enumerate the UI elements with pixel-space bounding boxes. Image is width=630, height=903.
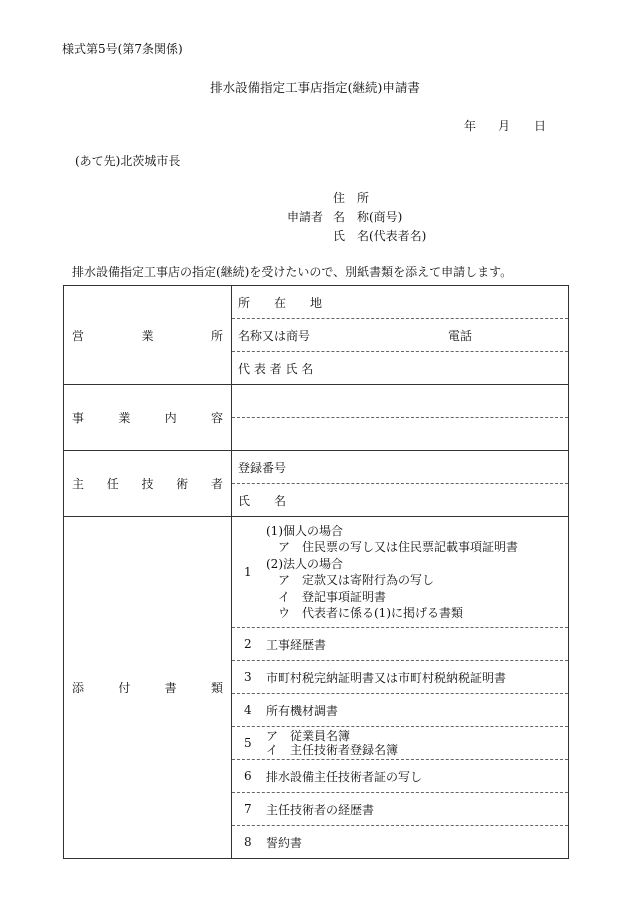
attachment-item-6 (232, 760, 568, 793)
label-char: 事 (72, 411, 85, 425)
applicant-name-label: 名 称(商号) (333, 210, 403, 224)
date-day-label: 日 (534, 119, 547, 133)
attachment-line: イ 登記事項証明書 (278, 589, 387, 604)
label-char: 添 (72, 681, 85, 695)
applicant-address-label: 住 所 (333, 191, 370, 205)
business-fields-cell (232, 385, 569, 451)
office-phone-label: 電話 (448, 328, 473, 343)
attachment-line: (1)個人の場合 (266, 523, 343, 538)
chief-fields-cell (232, 451, 569, 517)
label-char: 内 (164, 411, 177, 425)
attachment-text: 排水設備主任技術者証の写し (266, 769, 423, 784)
office-representative-label: 代 表 者 氏 名 (238, 361, 314, 376)
attachments-row (64, 517, 569, 859)
attachment-number: 2 (244, 637, 252, 651)
office-representative-field[interactable] (232, 352, 568, 384)
attachment-item-1 (232, 517, 568, 628)
attachment-line: (2)法人の場合 (266, 556, 343, 571)
chief-label-cell (64, 451, 232, 517)
addressee: (あて先)北茨城市長 (75, 154, 181, 168)
attachment-number: 4 (244, 703, 252, 717)
chief-engineer-row (64, 451, 569, 517)
attachment-item-2 (232, 628, 568, 661)
attachment-number: 5 (244, 736, 252, 750)
label-char: 技 (141, 477, 154, 491)
attachment-line: ウ 代表者に係る(1)に掲げる書類 (278, 606, 463, 620)
attachment-text: 市町村税完納証明書又は市町村税納税証明書 (266, 670, 507, 685)
label-char: 任 (106, 477, 119, 491)
office-location-label: 所 在 地 (238, 295, 323, 310)
applicant-rep-label: 氏 名(代表者名) (333, 229, 427, 243)
attachment-item-5 (232, 727, 568, 760)
attachment-line: イ 主任技術者登録名簿 (266, 743, 399, 757)
attachment-text: 工事経歴書 (266, 637, 327, 652)
date-month-label: 月 (498, 119, 511, 133)
label-char: 類 (210, 681, 223, 695)
chief-name-label: 氏 名 (238, 493, 287, 508)
attachment-item-4 (232, 694, 568, 727)
label-char: 主 (72, 477, 85, 491)
attachment-number: 3 (244, 670, 252, 684)
form-number: 様式第5号(第7条関係) (62, 42, 183, 56)
label-char: 容 (210, 411, 223, 425)
attachment-item-3 (232, 661, 568, 694)
date-year-label: 年 (464, 119, 477, 133)
attachment-line: ア 従業員名簿 (266, 729, 351, 743)
attachment-number: 7 (244, 802, 252, 816)
attachment-text: 誓約書 (266, 835, 303, 850)
application-statement: 排水設備指定工事店の指定(継続)を受けたいので、別紙書類を添えて申請します。 (72, 265, 513, 279)
attachment-text: 主任技術者の経歴書 (266, 802, 375, 817)
attachment-number: 1 (244, 565, 252, 579)
office-name-field[interactable] (232, 319, 568, 352)
attachment-text: 所有機材調書 (266, 703, 339, 718)
business-row (64, 385, 569, 451)
label-char: 術 (176, 477, 189, 491)
chief-name-field[interactable] (232, 484, 568, 516)
attachments-list-cell (232, 517, 569, 859)
office-location-field[interactable] (232, 286, 568, 319)
attachment-line: ア 定款又は寄附行為の写し (278, 573, 435, 587)
business-content-field-1[interactable] (232, 385, 568, 418)
label-char: 書 (164, 681, 177, 695)
attachment-line: ア 住民票の写し又は住民票記載事項証明書 (278, 540, 519, 554)
office-name-label: 名称又は商号 (238, 328, 311, 343)
attachment-item-8 (232, 826, 568, 858)
office-row (64, 286, 569, 385)
office-label (64, 327, 231, 344)
attachment-number: 8 (244, 835, 252, 849)
attachment-number: 6 (244, 769, 252, 783)
label-char: 業 (118, 411, 131, 425)
attachment-item-7 (232, 793, 568, 826)
office-fields-cell (232, 286, 569, 385)
label-char: 営 (72, 328, 85, 343)
business-content-field-2[interactable] (232, 418, 568, 450)
chief-label (64, 475, 231, 492)
label-char: 者 (210, 477, 223, 491)
label-char: 付 (118, 681, 131, 695)
label-char: 業 (141, 328, 154, 343)
applicant-role-label: 申請者 (287, 210, 324, 224)
business-label (64, 409, 231, 426)
business-label-cell (64, 385, 232, 451)
attachments-label (64, 679, 231, 696)
office-label-cell (64, 286, 232, 385)
document-title: 排水設備指定工事店指定(継続)申請書 (210, 80, 420, 95)
label-char: 所 (210, 328, 223, 343)
application-table (63, 285, 569, 859)
attachments-label-cell (64, 517, 232, 859)
chief-reg-no-label: 登録番号 (238, 460, 287, 475)
chief-reg-no-field[interactable] (232, 451, 568, 484)
